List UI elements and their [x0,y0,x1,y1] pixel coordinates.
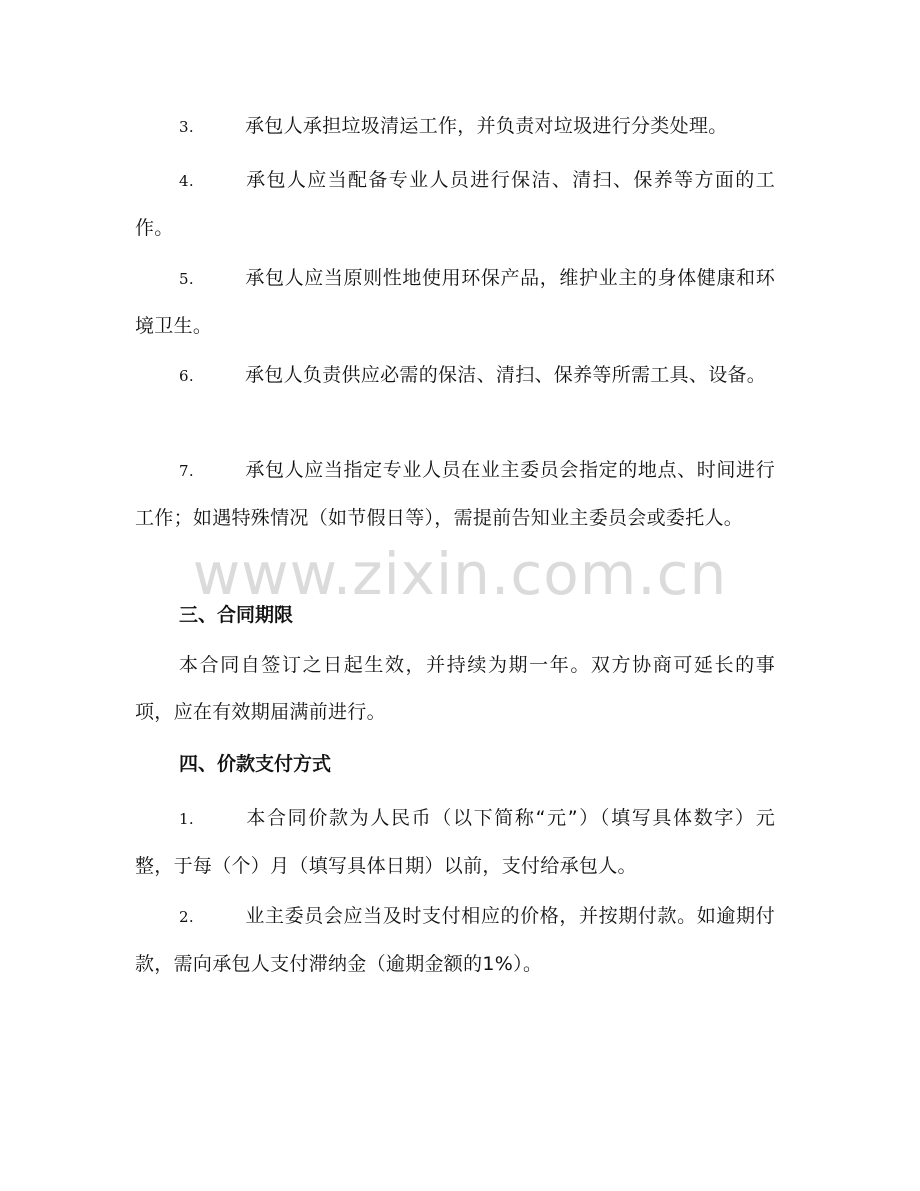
list-item-text: 承包人负责供应必需的保洁、清扫、保养等所需工具、设备。 [245,364,767,386]
watermark: www.zixin.com.cn [192,540,728,608]
list-item-text: 本合同价款为人民币（以下简称“元”）（填写具体数字）元整，于每（个）月（填写具体日期）以前，支付给承包人。 [135,807,775,877]
list-item-number: 3. [179,118,194,136]
list-item-number: 4. [179,172,194,190]
list-item-text: 承包人承担垃圾清运工作，并负责对垃圾进行分类处理。 [245,115,728,137]
list-item-number: 2. [179,908,194,926]
list-item-3 [135,103,775,151]
list-item-7 [135,447,775,542]
list-item-4 [135,157,775,252]
list-item-number: 1. [179,810,194,828]
list-item-5 [135,255,775,350]
list-item-text: 承包人应当配备专业人员进行保洁、清扫、保养等方面的工作。 [135,169,775,239]
section-heading-payment: 四、价款支付方式 [179,753,332,775]
list-item-6 [135,352,775,400]
payment-item-1 [135,795,775,890]
list-item-text: 承包人应当指定专业人员在业主委员会指定的地点、时间进行工作；如遇特殊情况（如节假日等），需提前告知业主委员会或委托人。 [135,459,775,529]
payment-item-2 [135,893,775,988]
list-item-number: 7. [179,462,194,480]
list-item-number: 5. [179,270,194,288]
section-heading-term: 三、合同期限 [179,604,294,626]
list-item-text: 业主委员会应当及时支付相应的价格，并按期付款。如逾期付款，需向承包人支付滞纳金（逾期金额的1%）。 [135,905,775,975]
list-item-number: 6. [179,367,194,385]
list-item-text: 承包人应当原则性地使用环保产品，维护业主的身体健康和环境卫生。 [135,267,775,337]
section-body-term: 本合同自签订之日起生效，并持续为期一年。双方协商可延长的事项，应在有效期届满前进行。 [135,654,775,723]
